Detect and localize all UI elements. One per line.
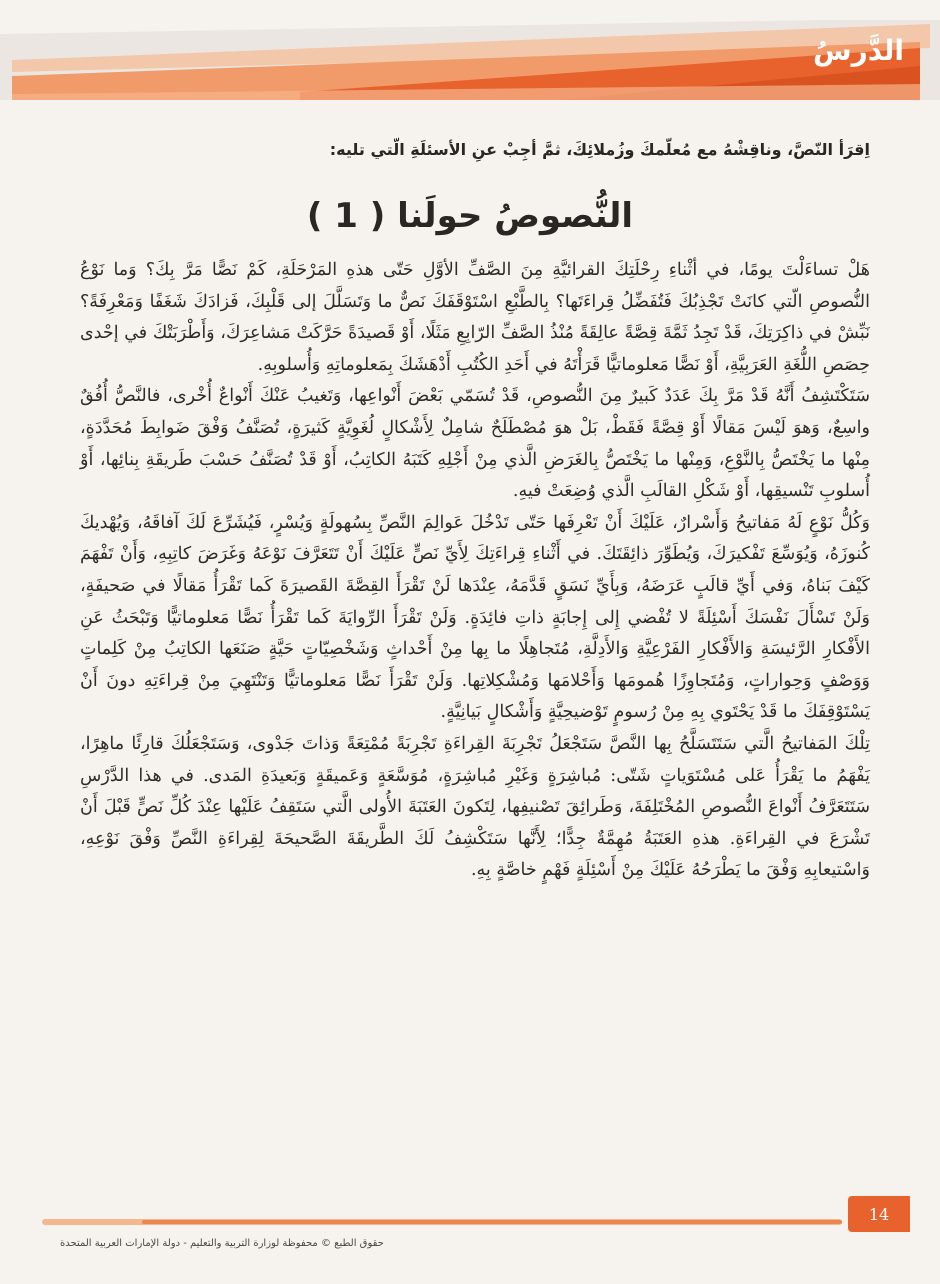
header-banner-graphic [0, 14, 940, 114]
header-banner [0, 14, 940, 114]
paragraph-1: هَلْ تساءَلْتَ يومًا، في أثْناءِ رِحْلَتِكَ القرائيَّةِ مِنَ الصَّفِّ الأوَّلِ حَتّى هذهِ المَرْحَلَةِ، كَمْ نَصًّا مَرَّ بِكَ؟ وَما نَوْعُ النُّصوصِ الّتي كانَتْ تَجْذِبُكَ فَتُفَضِّلُ قِراءَتَها؟ بِالطَّبْعِ اسْتَوْقَفَكَ نَصٌّ ما وَتَسَلَّلَ إلى قَلْبِكَ، فَزادَكَ شَغَفًا وَمَعْرِفَةً؟ نَبِّشْ في ذاكِرَتِكَ، قَدْ تَجِدُ ثَمَّةَ قِصَّةً عالِقَةً مُنْذُ الصَّفِّ الرّابِعِ مَثَلًا، أَوْ قَصيدَةً حَرَّكَتْ مَشاعِرَكَ، وَأَطْرَبَتْكَ في إحْدى حِصَصِ اللُّغَةِ العَرَبِيَّةِ، أَوْ نَصًّا مَعلوماتيًّا قَرَأْتَهُ في أَحَدِ الكُتُبِ أَدْهَشَكَ بِمَعلوماتِهِ وَأُسلوبِهِ. [80, 260, 870, 375]
paragraph-4: تِلْكَ المَفاتيحُ الَّتي سَتَتَسَلَّحُ بِها النَّصَّ سَتَجْعَلُ تَجْرِبَةَ القِراءَةِ تَجْرِبَةً مُمْتِعَةً وَذاتَ جَدْوى، وَسَتَجْعَلُكَ قارِئًا ماهِرًا، يَفْهَمُ ما يَقْرَأُ عَلى مُسْتَوَياتٍ شَتّى: مُباشِرَةٍ وَغَيْرِ مُباشِرَةٍ، مُوَسَّعَةٍ وَعَميقَةٍ وَبَعيدَةِ المَدى. في هذا الدَّرْسِ سَتَتَعَرَّفُ أَنْواعَ النُّصوصِ المُخْتَلِفَةَ، وَطَرائِقَ تَصْنيفِها، لِتَكونَ العَتَبَةَ الأُولى الَّتي سَتَقِفُ عَلَيْها عِنْدَ كُلِّ نَصٍّ قَبْلَ أَنْ تَشْرَعَ في القِراءَةِ. هذهِ العَتَبَةُ مُهِمَّةٌ جِدًّا؛ لِأَنَّها سَتَكْشِفُ لَكَ الطَّريقَةَ الصَّحيحَةَ لِقِراءَةِ النَّصِّ وَفْقَ نَوْعِهِ، وَاسْتيعابِهِ وَفْقَ ما يَطْرَحُهُ عَلَيْكَ مِنْ أَسْئِلَةٍ فَهْمٍ خاصَّةٍ بِهِ. [80, 733, 870, 881]
section-title: الدَّرسُ [812, 34, 904, 67]
page-number: 14 [848, 1196, 910, 1232]
instruction-text: اِقرَأ النّصَّ، وناقِشْهُ مع مُعلّمكَ وزُملائِكَ، ثمَّ أجِبْ عنِ الأسئلَةِ الّتي تليه: [329, 140, 870, 159]
reading-passage [80, 255, 870, 887]
lesson-title: النُّصوصُ حولَنا ( 1 ) [306, 196, 634, 236]
copyright-notice: حقوق الطبع © محفوظة لوزارة التربية والتعليم - دولة الإمارات العربية المتحدة [60, 1238, 384, 1249]
paragraph-3: وَكُلُّ نَوْعٍ لَهُ مَفاتيحُ وَأَسْرارٌ، عَلَيْكَ أَنْ تَعْرِفَها حَتّى تَدْخُلَ عَوالِمَ النَّصِّ بِسُهولَةٍ وَيُسْرٍ، فَيُشَرِّعَ لَكَ آفاقَهُ، وَيُهْديكَ كُنوزَهُ، وَيُوَسِّعَ تَفْكيرَكَ، وَيُطَوِّرَ ذائِقَتَكَ. في أَثْناءِ قِراءَتِكَ لِأَيِّ نَصٍّ عَلَيْكَ أَنْ تَتَعَرَّفَ نَوْعَهُ وَغَرَضَ كاتِبِهِ، وَأَنْ تَفْهَمَ كَيْفَ بَناهُ، وَفي أَيِّ قالَبٍ عَرَضَهُ، وَبِأَيِّ نَسَقٍ قَدَّمَهُ، عِنْدَها لَنْ تَقْرَأَ القِصَّةَ القَصيرَةَ كَما تَقْرَأُ مَقالًا في صَحيفَةٍ، وَلَنْ تَسْأَلَ نَفْسَكَ أَسْئِلَةً لا تُفْضي إِلى إِجابَةٍ ذاتِ فائِدَةٍ. وَلَنْ تَقْرَأَ الرِّوايَةَ كَما تَقْرَأُ نَصًّا مَعلوماتيًّا وَتَبْحَثُ عَنِ الأَفْكارِ الرَّئيسَةِ وَالأَفْكارِ الفَرْعِيَّةِ وَالأَدِلَّةِ، مُتَجاهِلًا ما بِها مِنْ أَحْداثٍ وَشَخْصِيّاتٍ حَيَّةٍ صَنَعَها الكاتِبُ مِنْ كَلِماتٍ وَوَصْفٍ وَحِواراتٍ، وَمُتَجاوِزًا هُمومَها وَأَحْلامَها وَمُشْكِلاتِها. وَلَنْ تَقْرَأَ نَصًّا مَعلوماتيًّا وَتَنْتَهِيَ مِنْ قِراءَتِهِ دونَ أَنْ يَسْتَوْقِفَكَ ما قَدْ يَحْتَوي بِهِ مِنْ رُسومٍ تَوْضيحِيَّةٍ وَأَشْكالٍ بَيانِيَّةٍ. [80, 512, 870, 723]
paragraph-2: سَتَكْتَشِفُ أَنَّهُ قَدْ مَرَّ بِكَ عَدَدٌ كَبيرٌ مِنَ النُّصوصِ، قَدْ تُسَمّي بَعْضَ أَنْواعِها، وَتَغيبُ عَنْكَ أَنْواعٌ أُخْرى، فالنَّصُّ أُفُقٌ واسِعٌ، وَهوَ لَيْسَ مَقالًا أَوْ قِصَّةً فَقَطْ، بَلْ هوَ مُصْطَلَحٌ شامِلٌ لِأَشْكالٍ لُغَوِيَّةٍ كَثيرَةٍ، تُصَنَّفُ وَفْقَ ضَوابِطَ مُحَدَّدَةٍ، مِنْها ما يَخْتَصُّ بِالنَّوْعِ، وَمِنْها ما يَخْتَصُّ بِالغَرَضِ الَّذي مِنْ أَجْلِهِ كَتَبَهُ الكاتِبُ، أَوْ قَدْ تُصَنَّفُ حَسْبَ طَريقَةِ بِنائِها، أَوْ أُسلوبِ تَنْسيقِها، أَوْ شَكْلِ القالَبِ الَّذي وُضِعَتْ فيهِ. [80, 386, 870, 502]
footer-divider [42, 1218, 842, 1226]
